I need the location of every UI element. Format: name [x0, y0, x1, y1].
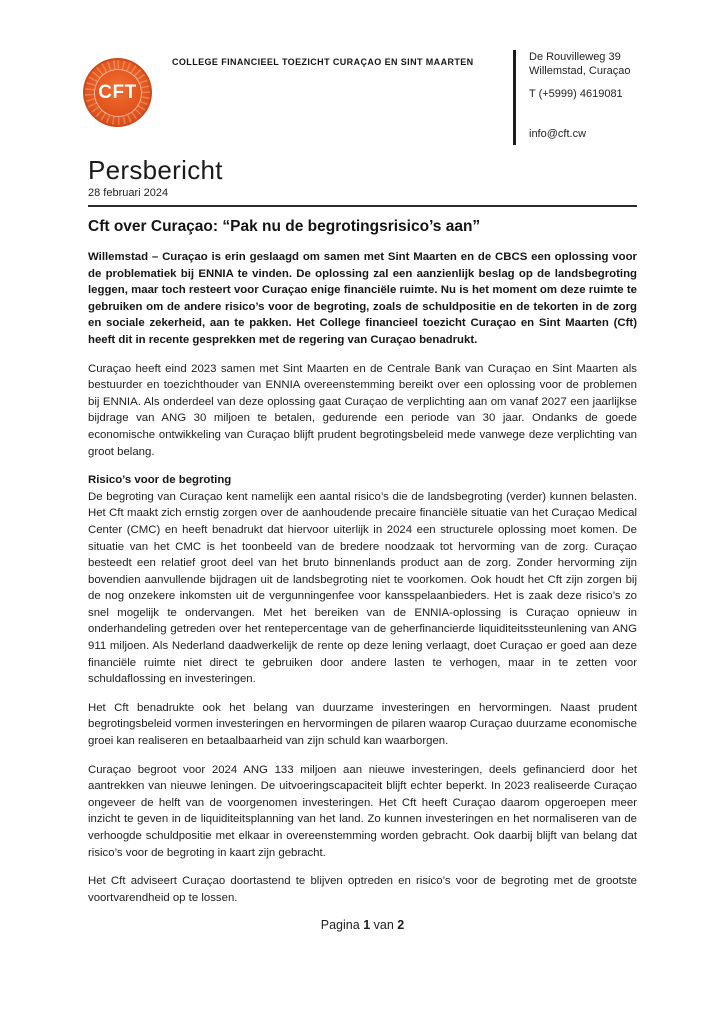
- document-body: [88, 156, 637, 932]
- title-divider: [88, 205, 637, 207]
- email-address: info@cft.cw: [529, 128, 587, 140]
- lead-paragraph: Willemstad – Curaçao is erin geslaagd om samen met Sint Maarten en de CBCS een oplossing voor de problematiek bij ENNIA te vinden. De oplossing zal een aanzienlijk beslag op de landsbegroting leggen, maar toch resteert voor Curaçao enige financiële ruimte. Nu is het moment om deze ruimte te gebruiken om de andere risico’s voor de begroting, zoals de schuldpositie en de tekorten in de zorg en sociale zekerheid, aan te pakken. Het College financieel toezicht Curaçao en Sint Maarten (Cft) heeft dit in recente gesprekken met de regering van Curaçao benadrukt.: [88, 251, 637, 346]
- phone-number: T (+5999) 4619081: [529, 88, 623, 100]
- paragraph-advice: Het Cft adviseert Curaçao doortastend te blijven optreden en risico’s voor de begroting met de grootste voortvarendheid op te lossen.: [88, 875, 637, 904]
- page-word: Pagina: [320, 918, 360, 933]
- headline: Cft over Curaçao: “Pak nu de begrotingsrisico’s aan”: [88, 218, 481, 235]
- cft-seal-inner-disc: [94, 69, 142, 117]
- contact-block: [513, 50, 630, 145]
- paragraph-sustainable-investments: Het Cft benadrukte ook het belang van duurzame investeringen en hervormingen. Naast prudent begrotingsbeleid vormen investeringen en hervormingen de pilaren waarop Curaçao duurzame economische groei kan realiseren en betaalbaarheid van zijn schuld kan waarborgen.: [88, 701, 637, 748]
- page-total: 2: [397, 918, 405, 933]
- address-line-1: De Rouvilleweg 39: [529, 51, 621, 63]
- cft-logo-text: CFT: [98, 81, 137, 103]
- paragraph-2024-investments: Curaçao begroot voor 2024 ANG 133 miljoen aan nieuwe investeringen, deels gefinancierd door het aantrekken van nieuwe leningen. De uitvoeringscapaciteit blijft echter beperkt. In 2023 realiseerde Curaçao ongeveer de helft van de voorgenomen investeringen. Het Cft heeft Curaçao daarom opgeroepen meer inzicht te geven in de liquiditeitsplanning van het land. Zo kunnen investeringen en het normaliseren van de verhoogde schuldpositie met elkaar in overeenstemming worden gebracht. Ook daarbij blijft van belang dat risico’s voor de begroting in kaart zijn gebracht.: [88, 763, 637, 859]
- page-number: 1: [363, 918, 371, 933]
- document-kind-title: Persbericht: [88, 155, 223, 185]
- section-heading-budget-risks: Risico’s voor de begroting: [88, 474, 232, 487]
- of-word: van: [373, 918, 394, 933]
- address-line-2: Willemstad, Curaçao: [529, 65, 631, 77]
- cft-seal-logo: [83, 58, 152, 127]
- page-number-footer: [88, 918, 637, 932]
- document-date: 28 februari 2024: [88, 187, 169, 199]
- paragraph-budget-risks: De begroting van Curaçao kent namelijk een aantal risico’s die de landsbegroting (verder) kunnen belasten. Het Cft maakt zich ernstig zorgen over de aanhoudende precaire financiële situatie van het Curaçao Medical Center (CMC) en heeft benadrukt dat hiervoor uiterlijk in 2024 een structurele oplossing moet komen. De situatie van het CMC is het toonbeeld van de bredere noodzaak tot hervorming van de zorg. Curaçao besteedt een relatief groot deel van het bruto binnenlands product aan de zorg. Zonder hervorming zijn bovendien aanvullende bijdragen uit de landsbegroting niet te voorkomen. Ook houdt het Cft zijn zorgen bij de nog onzekere inkomsten uit de vergunningenfee voor kansspelaanbieders. Het is zaak deze risico’s zo snel mogelijk te ondervangen. Met het bereiken van de ENNIA-oplossing is Curaçao opnieuw in onderhandeling getreden over het rentepercentage van de geherfinancierde liquiditeitssteunlening van ANG 911 miljoen. Als Nederland daadwerkelijk de rente op deze lening verlaagt, doet Curaçao er goed aan deze financiële ruimte niet direct te gebruiken door andere lasten te verhogen, maar in te zetten voor schuldaflossing en investeringen.: [88, 490, 637, 686]
- organization-title: COLLEGE FINANCIEEL TOEZICHT CURAÇAO EN SINT MAARTEN: [172, 57, 474, 67]
- paragraph-ennia-agreement: Curaçao heeft eind 2023 samen met Sint Maarten en de Centrale Bank van Curaçao en Sint Maarten als bestuurder en toezichthouder van ENNIA overeenstemming bereikt over een oplossing voor de problemen bij ENNIA. Als onderdeel van deze oplossing gaat Curaçao de verplichting aan om vanaf 2027 een jaarlijkse bijdrage van ANG 30 miljoen te betalen, gedurende een periode van 30 jaar. Ondanks de goede economische ontwikkeling van Curaçao blijft prudent begrotingsbeleid mede vanwege deze verplichting van groot belang.: [88, 362, 637, 458]
